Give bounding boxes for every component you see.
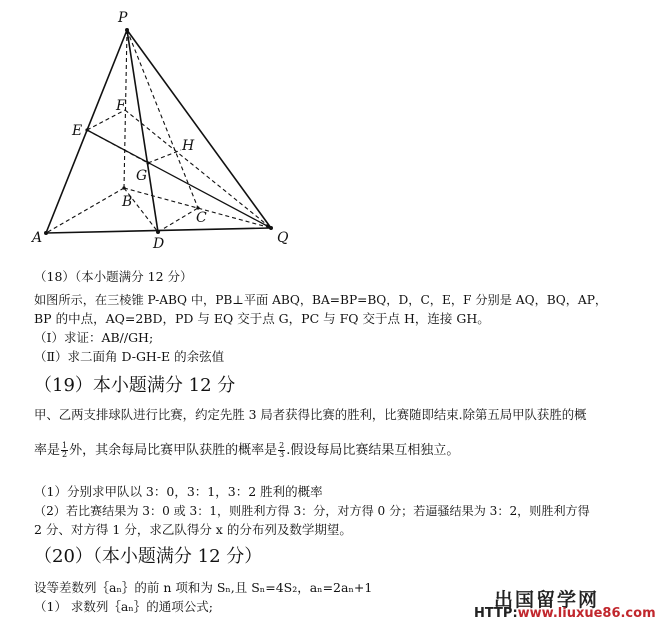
- q20-item1: （1） 求数列｛aₙ｝的通项公式;: [34, 599, 213, 614]
- q19-line2: 率是 $\frac{1}{2}$ 外，其余每局比赛甲队获胜的概率是 $\frac{2}{3}$ .假设每局比赛结果互相独立。: [34, 441, 460, 459]
- watermark-url: www.liuxue86.com: [517, 606, 656, 621]
- q18-line1: 如图所示，在三棱锥 P-ABQ 中，PB⊥平面 ABQ，BA=BP=BQ，D，C，E，F 分别是 AQ，BQ，AP，: [34, 293, 608, 307]
- label-F: F: [116, 98, 126, 114]
- watermark-url-line: [474, 606, 656, 621]
- segment-DC: [158, 208, 198, 232]
- q18-part2: （Ⅱ）求二面角 D-GH-E 的余弦值: [34, 349, 225, 364]
- label-P: P: [118, 10, 128, 26]
- q18-part1: （Ⅰ）求证：AB//GH;: [34, 330, 154, 345]
- fraction-one-half: $\frac{1}{2}$: [62, 441, 68, 459]
- label-C: C: [196, 210, 207, 226]
- segment-GH: [148, 150, 181, 163]
- q20-header: （20）（本小题满分 12 分）: [34, 546, 263, 567]
- q18-header: （18）（本小题满分 12 分）: [34, 269, 193, 284]
- q18-line2: BP 的中点，AQ=2BD，PD 与 EQ 交于点 G，PC 与 FQ 交于点 H，连接 GH。: [34, 311, 490, 326]
- pyramid-figure: [0, 0, 300, 250]
- watermark-title: 出国留学网: [494, 589, 600, 611]
- label-E: E: [72, 123, 83, 139]
- fraction-two-thirds: $\frac{2}{3}$: [279, 441, 285, 459]
- label-D: D: [153, 236, 165, 250]
- label-A: A: [32, 230, 43, 246]
- edge-BA: [46, 188, 124, 233]
- q19-header: （19）本小题满分 12 分: [34, 375, 236, 396]
- q19-item1: （1）分别求甲队以 3：0，3：1，3：2 胜利的概率: [34, 484, 323, 499]
- q20-line1: 设等差数列｛aₙ｝的前 n 项和为 Sₙ,且 Sₙ=4S₂，aₙ=2aₙ+1: [34, 580, 373, 595]
- label-Q: Q: [277, 230, 289, 246]
- q19-item2b: 2 分、对方得 1 分，求乙队得分 x 的分布列及数学期望。: [34, 522, 352, 537]
- q19-item2a: （2）若比赛结果为 3：0 或 3：1，则胜利方得 3：分，对方得 0 分；若逼骚结果为 3：2，则胜利方得: [34, 504, 590, 518]
- label-H: H: [182, 138, 195, 154]
- q19-line1: 甲、乙两支排球队进行比赛，约定先胜 3 局者获得比赛的胜利，比赛随即结束.除第五局甲队获胜的概: [34, 407, 587, 422]
- label-B: B: [122, 194, 133, 210]
- label-G: G: [136, 168, 148, 184]
- watermark-url-prefix: HTTP:: [474, 606, 518, 621]
